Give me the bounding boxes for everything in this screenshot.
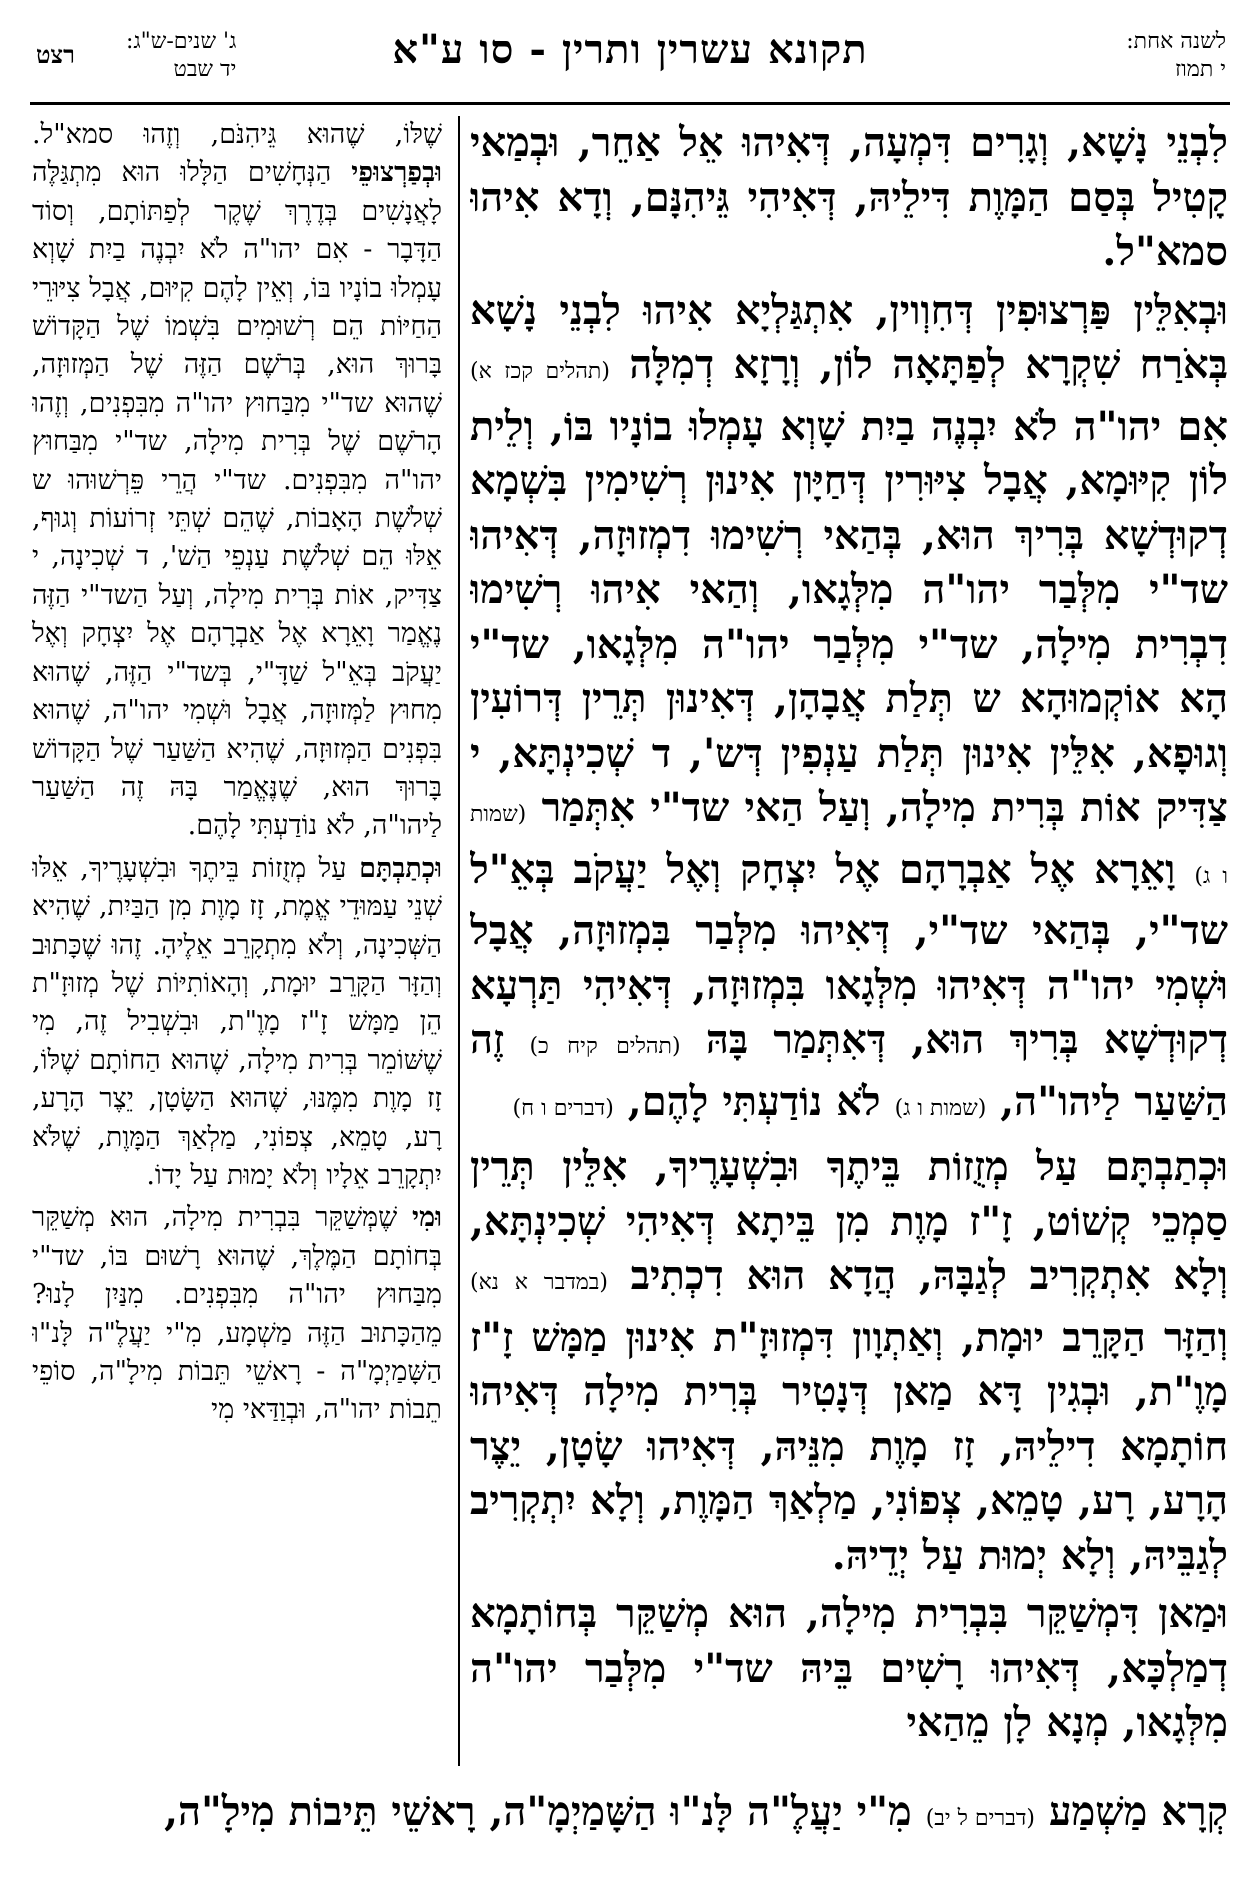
commentary-text: שֶׁמְּשַׁקֵּר בִּבְרִית מִילָה, הוּא מְשַׁקֵּר בְּחוֹתָם הַמֶּלֶךְ, שֶׁהוּא רָשׁוּם בּוֹ, שד"י מִבַּחוּץ יהו"ה מִבִּפְנִים. מִנַּיִן לָנוּ? מֵהַכָּתוּב הַזֶּה מַשְׁמָע, מִ"י יַעֲלֶ"ה לָּנ"וּ הַשָּׁמַיְמָ"ה - רָאשֵׁי תֵּבוֹת מִילָ"ה, סוֹפֵי תֵבוֹת יהו"ה, וּבְוַדַּאי מִי xyxy=(32,1202,442,1426)
verse-reference: (במדבר א נא) xyxy=(470,1270,608,1295)
verse-reference: (שמות ו ג) xyxy=(470,802,1228,889)
main-text: לִבְנֵי נָשָׁא, וְגָרִים דִּמְעָה, דְּאִיהוּ אֵל אַחֵר, וּבְמַאי קָטִיל בְּסַם הַמָּוֶת דִּילֵיהּ, דְּאִיהִי גֵּיהִנָּם, וְדָא אִיהוּ סמא"ל. xyxy=(470,119,1228,275)
schedule-label-one-year: לשנה אחת: xyxy=(1126,29,1226,54)
main-text: פַּרְצוּפִין דְּחִוְוין, אִתְגַּלְיָא אִיהוּ לִבְנֵי נָשָׁא בְּאֹרַח שִׁקְרָא לְפַתָּאָה לוֹן, וְרָזָא דְמִלָּה xyxy=(470,286,1228,388)
main-paragraph-1 xyxy=(470,116,1228,280)
main-text: אִם יהו"ה לֹא יִבְנֶה בַיִת שָׁוְא עָמְלוּ בוֹנָיו בּוֹ, וְלֵית לוֹן קִיּוּמָא, אֲבָל צִיּוּרִין דְּחַיָּון אִינוּן רְשִׁימִין בִּשְׁמָא דְקוּדְשָׁא בְּרִיךְ הוּא, בְּהַאי רְשִׁימוּ דִמְזוּזָה, דְּאִיהוּ שד"י מִלְּבַר יהו"ה מִלְּגָאו, וְהַאי אִיהוּ רְשִׁימוּ דִבְרִית מִילָה, שד"י מִלְּבַר יהו"ה מִלְּגָאו, שד"י הָא אוֹקְמוּהָא ש תְּלַת אֲבָהָן, דְּאִינוּן תְּרֵין דְּרוֹעִין וְגוּפָא, אִלֵּין אִינוּן תְּלַת עַנְפִין דְּש', ד שְׁכִינְתָּא, י צַדִּיק אוֹת בְּרִית מִילָה, וְעַל הַאי שד"י אִתְּמַר xyxy=(470,402,1228,831)
paragraph-lead-word: וּבְאִלֵּין xyxy=(1133,286,1228,334)
daily-schedule-three-years xyxy=(126,28,236,84)
talmud-page xyxy=(30,22,1230,1868)
main-text: לֹא נוֹדַעְתִּי לָהֶם, xyxy=(627,1077,881,1125)
header-rule xyxy=(30,102,1230,105)
commentary-paragraph-2 xyxy=(32,850,442,1196)
main-text: זֶה הַשַּׁעַר לַיהו"ה, xyxy=(470,1016,1228,1125)
main-text-column xyxy=(470,116,1228,1766)
paragraph-lead-word: וּכְתַבְתָּם xyxy=(1105,1143,1228,1190)
paragraph-lead-word: וּכְתַבְתָּם xyxy=(359,852,442,884)
paragraph-lead-word: וּמִי xyxy=(411,1202,442,1234)
main-text: וָאֵרָא אֶל אַבְרָהָם אֶל יִצְחָק וְאֶל יַעֲקֹב בְּאֵ"ל שד"י, בְּהַאי שד"י, דְּאִיהוּ מִלְּבַר בִּמְזוּזָה, אֲבָל וּשְׁמִי יהו"ה דְּאִיהוּ מִלְּגָאו בִּמְזוּזָה, דְּאִיהִי תַּרְעָא דְקוּדְשָׁא בְּרִיךְ הוּא, דְּאִתְּמַר בָּהּ xyxy=(470,845,1228,1063)
schedule-label-three-years: ג' שנים-ש"ג: xyxy=(126,29,237,54)
commentary-paragraph-1 xyxy=(32,116,442,846)
main-paragraph-4 xyxy=(470,1587,1228,1751)
main-text: מִ"י יַעֲלֶ"ה לָּנ"וּ הַשָּׁמַיְמָ"ה, רָאשֵׁי תֵּיבוֹת מִילָ"ה, xyxy=(164,1788,912,1835)
paragraph-lead-word: וּבְפַרְצוּפֵי xyxy=(351,157,442,189)
verse-reference: (דברים ל יב) xyxy=(925,1806,1036,1831)
schedule-date-one-year: י תמוז xyxy=(1175,57,1226,82)
commentary-text: שֶׁלּוֹ, שֶׁהוּא גֵּיהִנֹּם, וְזֶהוּ סמא"ל. xyxy=(32,119,442,150)
main-paragraph-3 xyxy=(470,1140,1228,1583)
main-text: עַל מְזֻזוֹת בֵּיתֶךָ וּבִשְׁעָרֶיךָ, אִלֵּין תְּרֵין סַמְכֵי קְשׁוֹט, זָ"ז מָוֶת מִן בֵּיתָא דְּאִיהִי שְׁכִינְתָּא, וְלָא אִתְקְרִיב לְגַבָּהּ, הֲדָא הוּא דִכְתִיב xyxy=(470,1143,1228,1299)
verse-reference: (דברים ו ח) xyxy=(512,1095,614,1121)
verse-reference: (תהלים קכז א) xyxy=(470,359,610,384)
commentary-paragraph-3 xyxy=(32,1199,442,1429)
commentary-text: הַנְּחָשִׁים הַלָּלוּ הוּא מִתְגַּלֶּה לָאֲנָשִׁים בְּדֶרֶךְ שֶׁקֶר לְפַתּוֹתָם, וְסוֹד הַדָּבָר - אִם יהו"ה לֹא יִבְנֶה בַיִת שָׁוְא עָמְלוּ בוֹנָיו בּוֹ, וְאֵין לָהֶם קִיּוּם, אֲבָל צִיּוּרֵי הַחַיּוֹת הֵם רְשׁוּמִים בִּשְׁמוֹ שֶׁל הַקָּדוֹשׁ בָּרוּךְ הוּא, בְּרֹשֶׁם הַזֶּה שֶׁל הַמְּזוּזָה, שֶׁהוּא שד"י מִבַּחוּץ יהו"ה מִבִּפְנִים, וְזֶהוּ הָרֹשֶׁם שֶׁל בְּרִית מִילָה, שד"י מִבַּחוּץ יהו"ה מִבִּפְנִים. שד"י הֲרֵי פֵּרְשׁוּהוּ ש שְׁלֹשֶׁת הָאָבוֹת, שֶׁהֵם שְׁתֵּי זְרוֹעוֹת וְגוּף, אֵלּוּ הֵם שְׁלֹשֶׁת עַנְפֵי הַשׁ', ד שְׁכִינָה, י צַדִּיק, אוֹת בְּרִית מִילָה, וְעַל הַשד"י הַזֶּה נֶאֱמַר וָאֵרָא אֶל אַבְרָהָם אֶל יִצְחָק וְאֶל יַעֲקֹב בְּאֵ"ל שַׁדָּ"י, בְּשד"י הַזֶּה, שֶׁהוּא מִחוּץ לַמְּזוּזָה, אֲבָל וּשְׁמִי יהו"ה, שֶׁהוּא בִּפְנִים הַמְּזוּזָה, שֶׁהִיא הַשַּׁעַר שֶׁל הַקָּדוֹשׁ בָּרוּךְ הוּא, שֶׁנֶּאֱמַר בָּהּ זֶה הַשַּׁעַר לַיהו"ה, לֹא נוֹדַעְתִּי לָהֶם. xyxy=(32,157,442,842)
bottom-full-width-line xyxy=(32,1782,1228,1849)
page-header xyxy=(30,22,1230,100)
page-number: רצט xyxy=(36,40,75,69)
paragraph-lead-word: וּמַאן xyxy=(1158,1590,1228,1637)
commentary-column xyxy=(32,116,442,1766)
schedule-date-three-years: יד שבט xyxy=(173,57,237,82)
main-text: דִּמְשַׁקֵּר בִּבְרִית מִילָה, הוּא מְשַׁקֵּר בְּחוֹתָמָא דְמַלְכָּא, דְּאִיהוּ רָשִׁים בֵּיהּ שד"י מִלְּבַר יהו"ה מִלְּגָאו, מְנָא לָן מֵהַאי xyxy=(470,1590,1228,1746)
verse-reference: (שמות ו ג) xyxy=(894,1095,987,1121)
column-divider xyxy=(458,116,460,1766)
main-paragraph-2 xyxy=(470,284,1228,1137)
main-text: קְרָא מַשְׁמַע xyxy=(1048,1788,1228,1835)
commentary-text: עַל מְזֻזוֹת בֵּיתֶךָ וּבִשְׁעָרֶיךָ, אֵלּוּ שְׁנֵי עַמּוּדֵי אֱמֶת, זָז מָוֶת מִן הַבַּיִת, שֶׁהִיא הַשְּׁכִינָה, וְלֹא מִתְקָרֵב אֵלֶיהָ. זֶהוּ שֶׁכָּתוּב וְהַזָּר הַקָּרֵב יוּמָת, וְהָאוֹתִיּוֹת שֶׁל מְזוּזָ"ת הֵן מַמָּשׁ זָ"ז מָוֶ"ת, וּבִשְׁבִיל זֶה, מִי שֶׁשּׁוֹמֵר בְּרִית מִילָה, שֶׁהוּא הַחוֹתָם שֶׁלּוֹ, זָז מָוֶת מִמֶּנּוּ, שֶׁהוּא הַשָּׂטָן, יֵצֶר הָרָע, רָע, טָמֵא, צְפוֹנִי, מַלְאַךְ הַמָּוֶת, שֶׁלֹּא יִתְקָרֵב אֵלָיו וְלֹא יָמוּת עַל יָדוֹ. xyxy=(32,852,442,1191)
main-text: וְהַזָּר הַקָּרֵב יוּמָת, וְאַתְוָון דִּמְזוּזָ"ת אִינוּן מַמָּשׁ זָ"ז מָוֶ"ת, וּבְגִין דָּא מַאן דְּנָטִיר בְּרִית מִילָה דְּאִיהוּ חוֹתָמָא דִילֵיהּ, זָז מָוֶת מִנֵּיהּ, דְּאִיהוּ שָׂטָן, יֵצֶר הָרָע, רָע, טָמֵא, צְפוֹנִי, מַלְאַךְ הַמָּוֶת, וְלָא יִתְקְרִיב לְגַבֵּיהּ, וְלָא יְמוּת עַל יְדֵיהּ. xyxy=(470,1313,1228,1579)
page-title: תקונא עשרין ותרין - סו ע"א xyxy=(392,26,868,73)
verse-reference: (תהלים קיח כ) xyxy=(529,1034,681,1059)
